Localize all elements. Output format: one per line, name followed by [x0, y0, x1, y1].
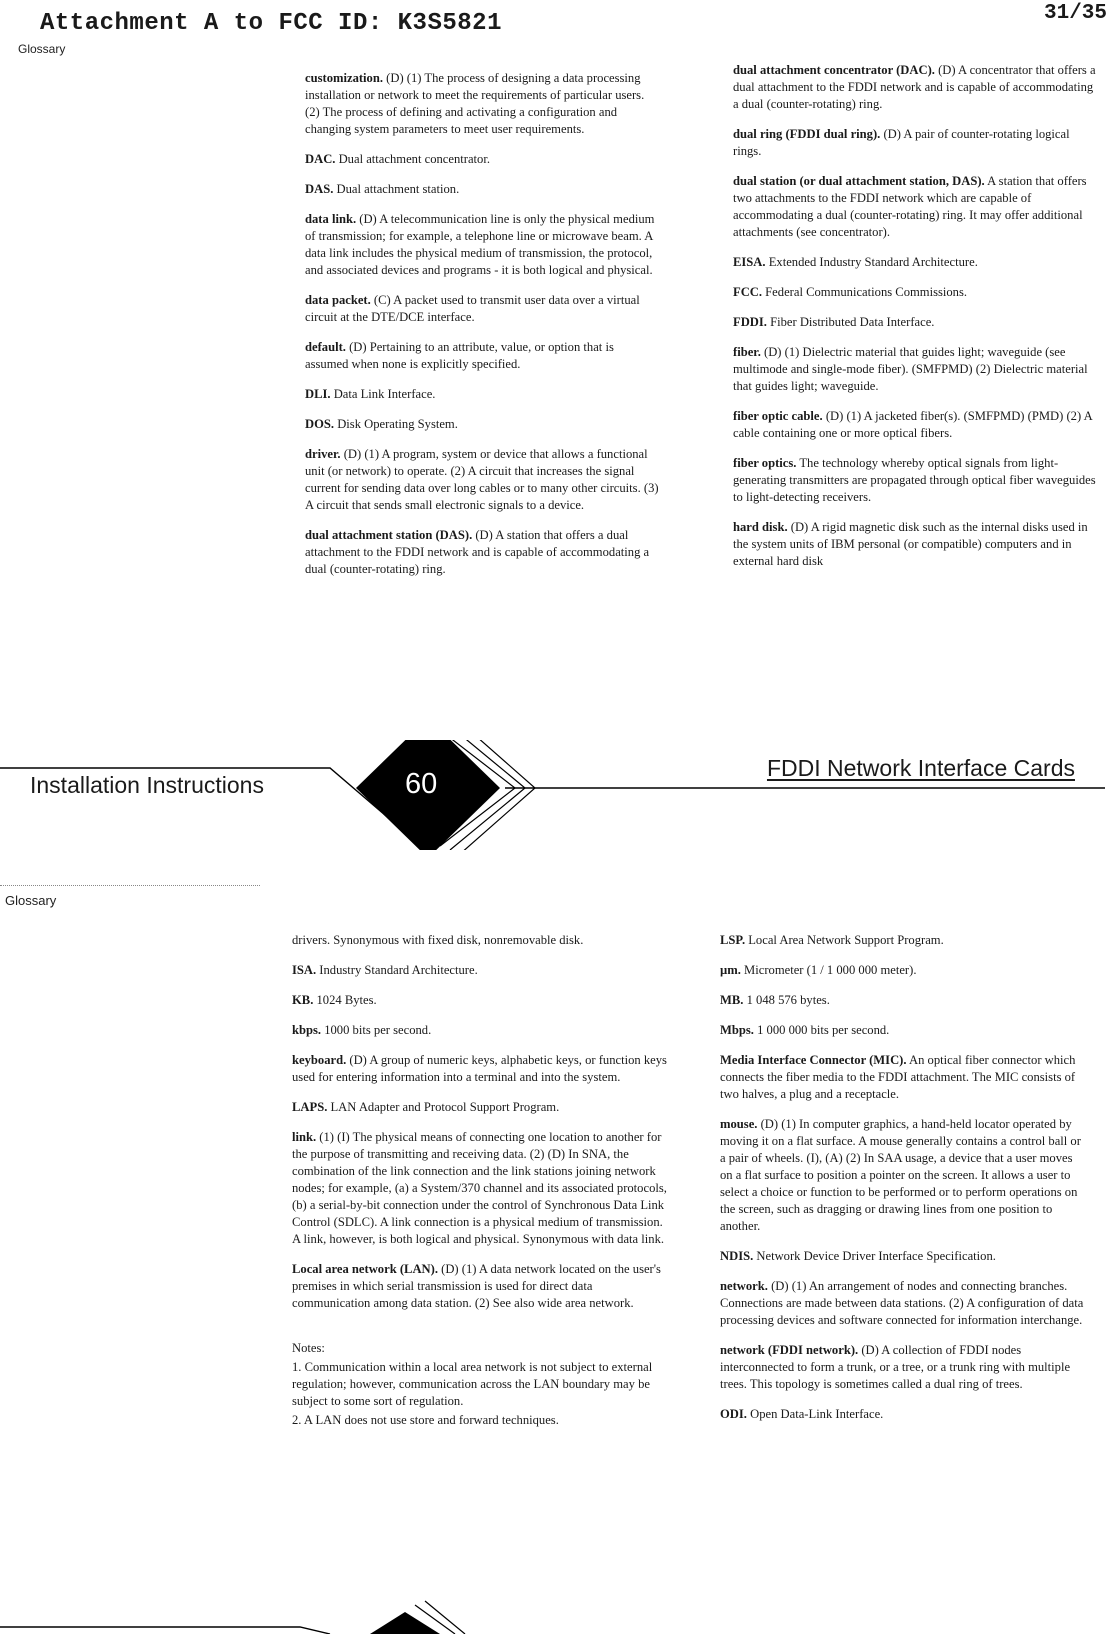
glossary-term: link. [292, 1130, 317, 1144]
glossary-entry [733, 519, 1101, 570]
glossary-entry [292, 992, 667, 1009]
glossary-term: ODI. [720, 1407, 747, 1421]
glossary-term: hard disk. [733, 520, 788, 534]
document-title: Attachment A to FCC ID: K3S5821 [40, 10, 502, 37]
glossary-entry [720, 1116, 1088, 1235]
glossary-definition: Disk Operating System. [334, 417, 458, 431]
glossary-definition: 1 000 000 bits per second. [753, 1023, 890, 1037]
glossary-entry [305, 70, 660, 138]
glossary-entry [733, 62, 1101, 113]
glossary-definition: (D) A pair of counter-rotating logical rings. [733, 127, 1070, 158]
glossary-definition: Industry Standard Architecture. [316, 963, 478, 977]
notes-block [292, 1340, 667, 1429]
glossary-term: µm. [720, 963, 741, 977]
divider [0, 885, 260, 886]
glossary-term: LAPS. [292, 1100, 328, 1114]
glossary-term: DLI. [305, 387, 331, 401]
glossary-term: fiber. [733, 345, 761, 359]
glossary-entry [720, 1278, 1088, 1329]
glossary-entry [292, 962, 667, 979]
glossary-term: data packet. [305, 293, 371, 307]
glossary-definition: (1) (I) The physical means of connecting one location to another for the purpose of transmitting and receiving data. (2) (D) In SNA, the combination of the link connection and the link stations joining network nodes; for example, (a) a System/370 channel and its associated protocols, (b) a serial-by-bit connection under the control of Synchronous Data Link Control (SDLC). A link connection is a physical medium of transmission. A link, however, is both logical and physical. Synonymous with data link. [292, 1130, 667, 1246]
glossary-term: fiber optics. [733, 456, 797, 470]
glossary-entry [292, 1129, 667, 1248]
glossary-definition: Federal Communications Commissions. [762, 285, 968, 299]
glossary-entry [292, 932, 667, 949]
glossary-term: KB. [292, 993, 314, 1007]
glossary-term: Mbps. [720, 1023, 754, 1037]
glossary-definition: (D) A rigid magnetic disk such as the internal disks used in the system units of IBM personal (or compatible) computers and in external hard disk [733, 520, 1088, 568]
glossary-definition: (D) A collection of FDDI nodes interconnected to form a trunk, or a tree, or a trunk ring with multiple trees. This topology is sometimes called a dual ring of trees. [720, 1343, 1071, 1391]
glossary-definition: (D) A station that offers a dual attachment to the FDDI network and is capable of accommodating a dual (counter-rotating) ring. [305, 528, 650, 576]
glossary-term: MB. [720, 993, 744, 1007]
glossary-entry [292, 1052, 667, 1086]
glossary-definition: 1 048 576 bytes. [743, 993, 830, 1007]
note-2: 2. A LAN does not use store and forward techniques. [292, 1413, 559, 1427]
glossary-term: DAS. [305, 182, 334, 196]
glossary-entry [733, 126, 1101, 160]
glossary-definition: An optical fiber connector which connects the fiber media to the FDDI attachment. The MIC consists of two halves, a plug and a receptacle. [720, 1053, 1076, 1101]
glossary-entry [720, 1022, 1088, 1039]
glossary-term: driver. [305, 447, 341, 461]
glossary-term: dual ring (FDDI dual ring). [733, 127, 881, 141]
glossary-entry [733, 344, 1101, 395]
glossary-entry [720, 962, 1088, 979]
top-left-column [305, 70, 660, 591]
page-counter: 31/35 [1043, 2, 1107, 25]
next-footer-decoration [0, 1600, 1119, 1634]
footer-decoration [0, 740, 1119, 850]
bottom-left-column [292, 932, 667, 1431]
glossary-entry [305, 211, 660, 279]
glossary-definition: (C) A packet used to transmit user data over a virtual circuit at the DTE/DCE interface. [305, 293, 640, 324]
glossary-definition: Micrometer (1 / 1 000 000 meter). [740, 963, 917, 977]
top-right-column [733, 62, 1101, 583]
glossary-definition: (D) A telecommunication line is only the physical medium of transmission; for example, a telephone line or microwave beam. A data link includes the physical medium of transmission, the protocol, and associated devices and programs - it is both logical and physical. [305, 212, 655, 277]
glossary-entry [733, 173, 1101, 241]
glossary-term: default. [305, 340, 346, 354]
glossary-definition: Network Device Driver Interface Specification. [753, 1249, 996, 1263]
glossary-entry [292, 1261, 667, 1312]
glossary-entry [292, 1099, 667, 1116]
glossary-definition: (D) A concentrator that offers a dual attachment to the FDDI network and is capable of accommodating a dual (counter-rotating) ring. [733, 63, 1096, 111]
glossary-entry [733, 455, 1101, 506]
glossary-term: network (FDDI network). [720, 1343, 859, 1357]
page-number-badge: 60 [405, 768, 438, 800]
glossary-entry [305, 527, 660, 578]
glossary-definition: (D) (1) An arrangement of nodes and connecting branches. Connections are made between data stations. (2) A configuration of data processing devices and software connected for information interchange. [720, 1279, 1084, 1327]
glossary-definition: 1000 bits per second. [321, 1023, 432, 1037]
glossary-definition: (D) (1) A program, system or device that allows a functional unit (or network) to operate. (2) A circuit that increases the signal current for sending data over long cables or to many other circuits. (3) A circuit that sends small electronic signals to a device. [305, 447, 659, 512]
glossary-term: customization. [305, 71, 384, 85]
glossary-term: FCC. [733, 285, 763, 299]
glossary-term: DAC. [305, 152, 336, 166]
glossary-entry [305, 416, 660, 433]
notes-heading: Notes: [292, 1341, 325, 1355]
glossary-entry [720, 1248, 1088, 1265]
footer-left-title: Installation Instructions [30, 772, 264, 798]
glossary-definition: Dual attachment concentrator. [335, 152, 490, 166]
note-1: 1. Communication within a local area network is not subject to external regulation; however, communication across the LAN boundary may be subject to some sort of regulation. [292, 1360, 653, 1408]
glossary-definition: LAN Adapter and Protocol Support Program. [327, 1100, 560, 1114]
glossary-entry [720, 1342, 1088, 1393]
glossary-definition: (D) (1) Dielectric material that guides light; waveguide (see multimode and single-mode fiber). (SMFPMD) (2) Dielectric material that guides light; waveguide. [733, 345, 1088, 393]
glossary-term: mouse. [720, 1117, 758, 1131]
footer-left-rule [0, 768, 420, 845]
glossary-definition: Data Link Interface. [330, 387, 436, 401]
glossary-definition: (D) (1) The process of designing a data processing installation or network to meet the requirements of particular users. (2) The process of defining and activating a configuration and changing system parameters to meet user requirements. [305, 71, 645, 136]
glossary-term: data link. [305, 212, 357, 226]
glossary-term: keyboard. [292, 1053, 347, 1067]
glossary-definition: (D) (1) A data network located on the user's premises in which serial transmission is used for direct data communication among data station. (2) See also wide area network. [292, 1262, 661, 1310]
glossary-entry [305, 151, 660, 168]
glossary-entry [733, 314, 1101, 331]
glossary-term: DOS. [305, 417, 335, 431]
glossary-definition: The technology whereby optical signals from light-generating transmitters are propagated through optical fiber waveguides to light-detecting receivers. [733, 456, 1096, 504]
glossary-term: kbps. [292, 1023, 322, 1037]
glossary-definition: Dual attachment station. [333, 182, 460, 196]
glossary-term: ISA. [292, 963, 317, 977]
glossary-entry [720, 1406, 1088, 1423]
glossary-definition: Open Data-Link Interface. [746, 1407, 884, 1421]
glossary-term: LSP. [720, 933, 746, 947]
glossary-term: NDIS. [720, 1249, 754, 1263]
glossary-term: FDDI. [733, 315, 767, 329]
section-label-bottom: Glossary [5, 893, 57, 908]
glossary-entry [733, 284, 1101, 301]
glossary-term: Media Interface Connector (MIC). [720, 1053, 907, 1067]
footer-right-title: FDDI Network Interface Cards [766, 755, 1075, 781]
glossary-definition: drivers. Synonymous with fixed disk, nonremovable disk. [292, 933, 584, 947]
glossary-entry [305, 386, 660, 403]
glossary-term: dual attachment concentrator (DAC). [733, 63, 935, 77]
glossary-entry [305, 446, 660, 514]
glossary-definition: Extended Industry Standard Architecture. [765, 255, 978, 269]
section-label-top: Glossary [18, 42, 66, 56]
bottom-right-column [720, 932, 1088, 1436]
glossary-definition: Local Area Network Support Program. [745, 933, 944, 947]
glossary-entry [733, 408, 1101, 442]
glossary-definition: Fiber Distributed Data Interface. [766, 315, 935, 329]
glossary-term: Local area network (LAN). [292, 1262, 438, 1276]
glossary-entry [305, 292, 660, 326]
glossary-definition: A station that offers two attachments to the FDDI network which are capable of accommodating a dual (counter-rotating) ring. It may offer additional attachments (see concentrator). [733, 174, 1087, 239]
glossary-term: EISA. [733, 255, 766, 269]
glossary-entry [720, 1052, 1088, 1103]
glossary-entry [305, 181, 660, 198]
glossary-term: dual attachment station (DAS). [305, 528, 473, 542]
glossary-entry [292, 1022, 667, 1039]
glossary-entry [305, 339, 660, 373]
glossary-definition: (D) Pertaining to an attribute, value, or option that is assumed when none is explicitly specified. [305, 340, 614, 371]
glossary-term: network. [720, 1279, 768, 1293]
glossary-definition: 1024 Bytes. [313, 993, 377, 1007]
glossary-definition: (D) (1) In computer graphics, a hand-held locator operated by moving it on a flat surface. A mouse generally contains a control ball or a pair of wheels. (I), (A) (2) In SAA usage, a device that a user moves on a flat surface to position a pointer on the screen. It allows a user to select a choice or function to be performed or to perform operations on the screen, such as dragging or drawing lines from one position to another. [720, 1117, 1081, 1233]
glossary-entry [733, 254, 1101, 271]
glossary-term: dual station (or dual attachment station, DAS). [733, 174, 985, 188]
glossary-term: fiber optic cable. [733, 409, 823, 423]
glossary-entry [720, 932, 1088, 949]
glossary-definition: (D) (1) A jacketed fiber(s). (SMFPMD) (PMD) (2) A cable containing one or more optical fibers. [733, 409, 1093, 440]
glossary-definition: (D) A group of numeric keys, alphabetic keys, or function keys used for entering information into a terminal and into the system. [292, 1053, 667, 1084]
glossary-entry [720, 992, 1088, 1009]
